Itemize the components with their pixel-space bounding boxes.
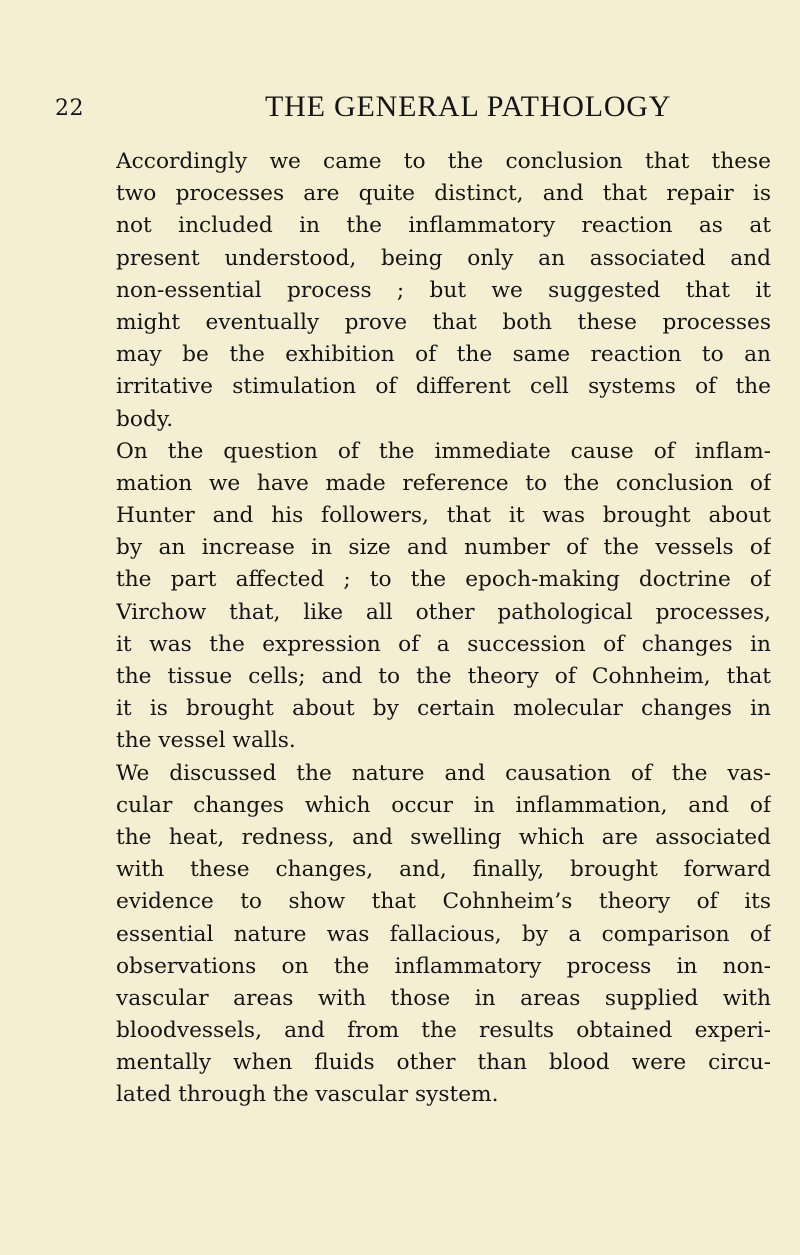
text-line: with these changes, and, finally, brought forward	[116, 857, 771, 883]
text-line: two processes are quite distinct, and that repair is	[116, 181, 771, 207]
text-line: the tissue cells; and to the theory of Cohnheim, that	[116, 664, 771, 689]
paragraph-start-line: We discussed the nature and causation of the vas-	[116, 760, 771, 786]
text-line: present understood, being only an associated and	[116, 245, 771, 271]
text-line: Hunter and his followers, that it was brought about	[116, 503, 771, 529]
text-line: might eventually prove that both these processes	[116, 309, 771, 335]
text-line: observations on the inflammatory process in non-	[116, 953, 771, 979]
text-line: evidence to show that Cohnheim’s theory of its	[116, 889, 771, 915]
text-line: mentally when fluids other than blood were circu-	[116, 1050, 771, 1076]
page-number: 22	[55, 96, 84, 121]
text-line: the heat, redness, and swelling which are associated	[116, 824, 771, 850]
running-head	[55, 90, 755, 130]
text-line: the part affected ; to the epoch-making doctrine of	[116, 567, 771, 593]
text-line: Virchow that, like all other pathological processes,	[116, 599, 771, 625]
text-line: irritative stimulation of different cell systems of the	[116, 374, 771, 400]
text-line: essential nature was fallacious, by a comparison of	[116, 921, 771, 947]
paragraph-start-line: On the question of the immediate cause of inflam-	[116, 438, 771, 464]
running-title: THE GENERAL PATHOLOGY	[265, 90, 672, 123]
text-line: lated through the vascular system.	[116, 1082, 499, 1108]
text-line: it is brought about by certain molecular changes in	[116, 696, 771, 722]
text-line: vascular areas with those in areas supplied with	[116, 985, 771, 1011]
text-line: mation we have made reference to the conclusion of	[116, 470, 771, 496]
text-line: not included in the inflammatory reaction as at	[116, 213, 771, 239]
text-line: the vessel walls.	[116, 728, 296, 754]
text-line: non-essential process ; but we suggested that it	[116, 277, 771, 303]
text-line: bloodvessels, and from the results obtained experi-	[116, 1018, 771, 1044]
text-line: may be the exhibition of the same reaction to an	[116, 342, 771, 368]
text-line: body.	[116, 406, 174, 432]
body-text	[116, 146, 771, 1112]
text-line: it was the expression of a succession of changes in	[116, 631, 771, 657]
text-line: by an increase in size and number of the vessels of	[116, 535, 771, 561]
text-line: cular changes which occur in inflammation, and of	[116, 792, 771, 818]
text-line: Accordingly we came to the conclusion that these	[116, 149, 771, 174]
